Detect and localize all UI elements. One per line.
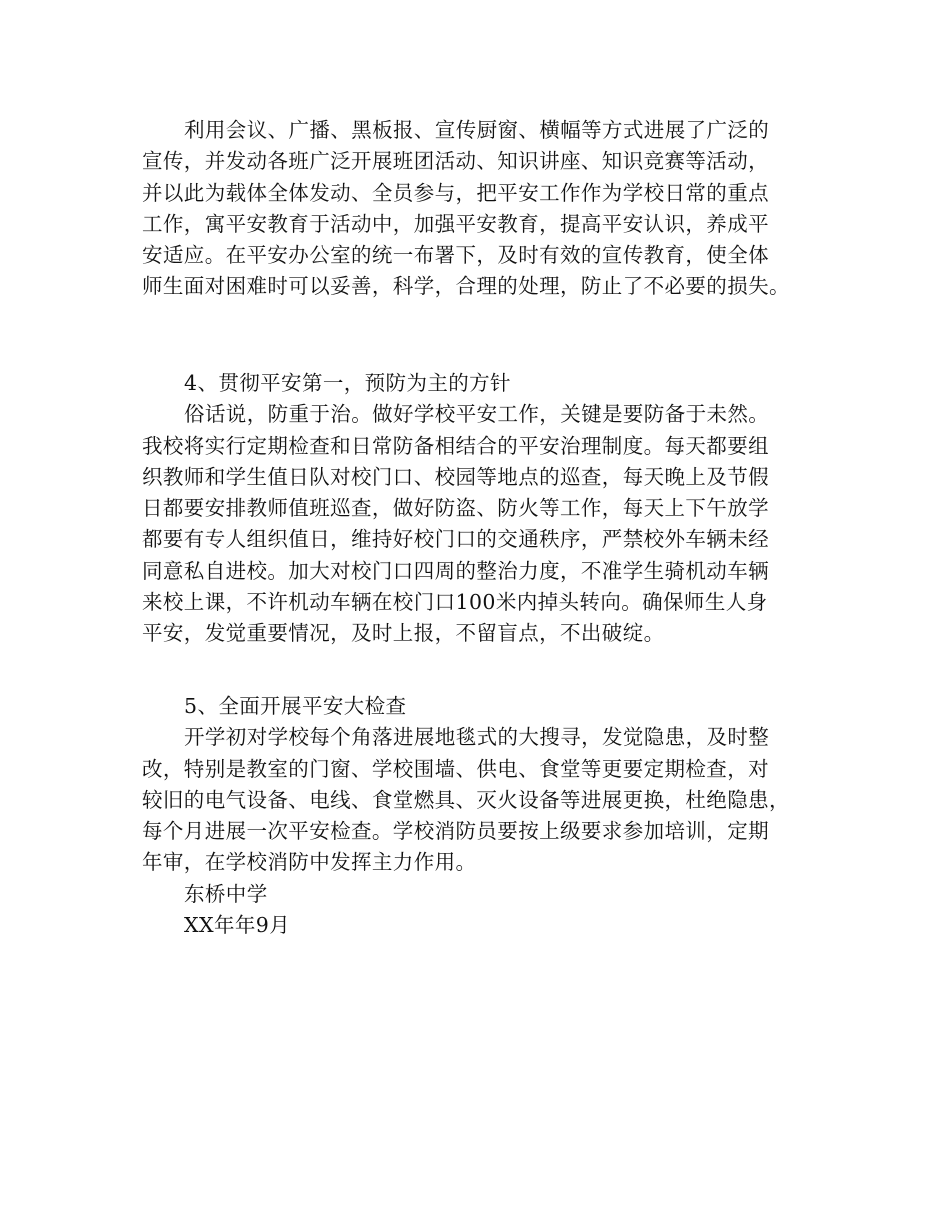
paragraph-line: 日都要安排教师值班巡查，做好防盗、防火等工作，每天上下午放学 [142,496,769,521]
paragraph-line: 都要有专人组织值日，维持好校门口的交通秩序，严禁校外车辆未经 [142,527,769,552]
paragraph-line: 工作，寓平安教育于活动中，加强平安教育，提高平安认识，养成平 [142,211,769,236]
paragraph-line: 宣传，并发动各班广泛开展班团活动、知识讲座、知识竞赛等活动， [142,149,769,174]
section-prevention [142,368,842,650]
paragraph-line: 安适应。在平安办公室的统一布署下，及时有效的宣传教育，使全体 [142,243,769,268]
paragraph-line: 年审，在学校消防中发挥主力作用。 [142,850,477,875]
paragraph-line: 利用会议、广播、黑板报、宣传厨窗、横幅等方式进展了广泛的 [184,118,770,142]
paragraph-line: 较旧的电气设备、电线、食堂燃具、灭火设备等进展更换，杜绝隐患， [142,787,790,812]
signature-date: XX年年9月 [184,913,291,938]
paragraph-line: 并以此为载体全体发动、全员参与，把平安工作作为学校日常的重点 [142,180,769,205]
signature-block [142,879,842,942]
paragraph-line: 俗话说，防重于治。做好学校平安工作，关键是要防备于未然。 [184,402,770,427]
section-inspection [142,691,842,879]
paragraph-line: 开学初对学校每个角落进展地毯式的大搜寻，发觉隐患，及时整 [184,725,770,750]
section-heading: 5、全面开展平安大检查 [184,694,407,718]
paragraph-line: 同意私自进校。加大对校门口四周的整治力度，不准学生骑机动车辆 [142,558,769,583]
signature-organization: 东桥中学 [184,882,268,906]
paragraph-publicity [142,115,842,303]
paragraph-line: 织教师和学生值日队对校门口、校园等地点的巡查，每天晚上及节假 [142,464,769,489]
section-heading: 4、贯彻平安第一，预防为主的方针 [184,371,511,395]
paragraph-line: 改，特别是教室的门窗、学校围墙、供电、食堂等更要定期检查，对 [142,756,769,781]
paragraph-line: 我校将实行定期检查和日常防备相结合的平安治理制度。每天都要组 [142,433,769,458]
paragraph-line: 师生面对困难时可以妥善，科学，合理的处理，防止了不必要的损失。 [142,274,790,299]
paragraph-line: 来校上课，不许机动车辆在校门口100米内掉头转向。确保师生人身 [142,590,768,615]
paragraph-line: 每个月进展一次平安检查。学校消防员要按上级要求参加培训，定期 [142,819,769,844]
paragraph-line: 平安，发觉重要情况，及时上报，不留盲点，不出破绽。 [142,621,665,646]
